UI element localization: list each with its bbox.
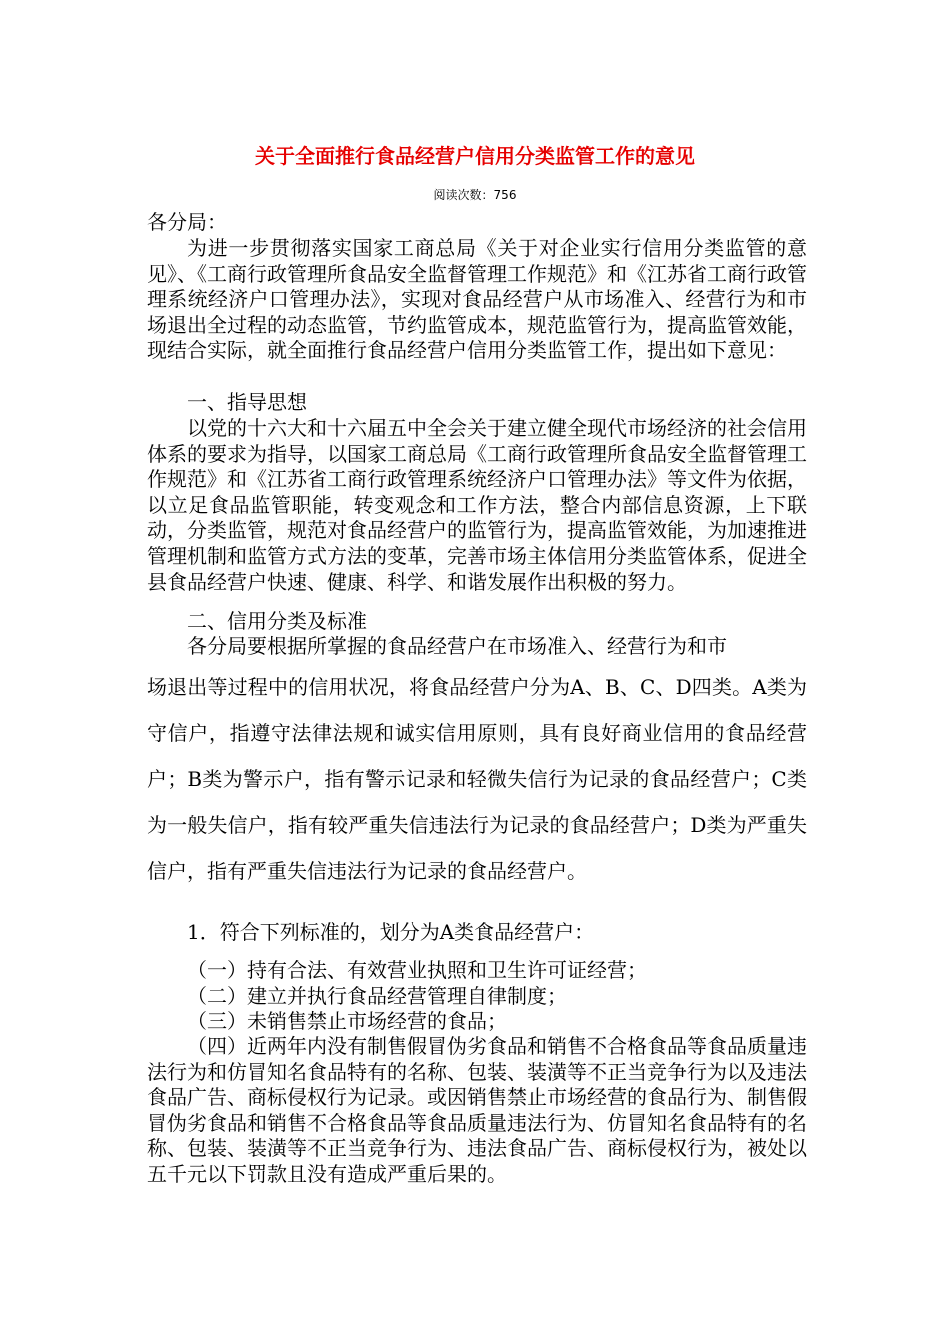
section1-heading: 一、指导思想 (187, 390, 307, 414)
list-item: （四）近两年内没有制售假冒伪劣食品和销售不合格食品等食品质量违法行为和仿冒知名食品特有的名称、包装、装潢等不正当竞争行为以及违法食品广告、商标侵权行为记录。或因销售禁止市场经营的食品行为、制售假冒伪劣食品和销售不合格食品等食品质量违法行为、仿冒知名食品特有的名称、包装、装潢等不正当竞争行为、违法食品广告、商标侵权行为，被处以五千元以下罚款且没有造成严重后果的。 (147, 1034, 807, 1186)
read-count: 阅读次数：756 (433, 188, 517, 202)
section2-heading: 二、信用分类及标准 (187, 609, 367, 633)
section2-body-first-line: 各分局要根据所掌握的食品经营户在市场准入、经营行为和市 (187, 634, 727, 658)
document-title: 关于全面推行食品经营户信用分类监管工作的意见 (255, 144, 695, 168)
section1-body: 以党的十六大和十六届五中全会关于建立健全现代市场经济的社会信用体系的要求为指导，以国家工商总局《工商行政管理所食品安全监督管理工作规范》和《江苏省工商行政管理系统经济户口管理办法》等文件为依据，以立足食品监管职能，转变观念和工作方法，整合内部信息资源，上下联动，分类监管，规范对食品经营户的监管行为，提高监管效能，为加速推进管理机制和监管方式方法的变革，完善市场主体信用分类监管体系，促进全县食品经营户快速、健康、科学、和谐发展作出积极的努力。 (147, 416, 807, 594)
section2-body: 场退出等过程中的信用状况，将食品经营户分为A、B、C、D四类。A类为守信户，指遵守法律法规和诚实信用原则，具有良好商业信用的食品经营户；B类为警示户，指有警示记录和轻微失信行为记录的食品经营户；C类为一般失信户，指有较严重失信违法行为记录的食品经营户；D类为严重失信户，指有严重失信违法行为记录的食品经营户。 (147, 675, 807, 883)
list-item: （一）持有合法、有效营业执照和卫生许可证经营； (187, 958, 647, 982)
salutation: 各分局： (147, 210, 227, 234)
list-item: （二）建立并执行食品经营管理自律制度； (187, 984, 567, 1008)
intro-paragraph: 为进一步贯彻落实国家工商总局《关于对企业实行信用分类监管的意见》、《工商行政管理所食品安全监督管理工作规范》和《江苏省工商行政管理系统经济户口管理办法》，实现对食品经营户从市场准入、经营行为和市场退出全过程的动态监管，节约监管成本，规范监管行为，提高监管效能，现结合实际，就全面推行食品经营户信用分类监管工作，提出如下意见： (147, 236, 807, 363)
list-item: （三）未销售禁止市场经营的食品； (187, 1009, 507, 1033)
standard-a-heading: 1．符合下列标准的，划分为A类食品经营户： (187, 920, 595, 944)
